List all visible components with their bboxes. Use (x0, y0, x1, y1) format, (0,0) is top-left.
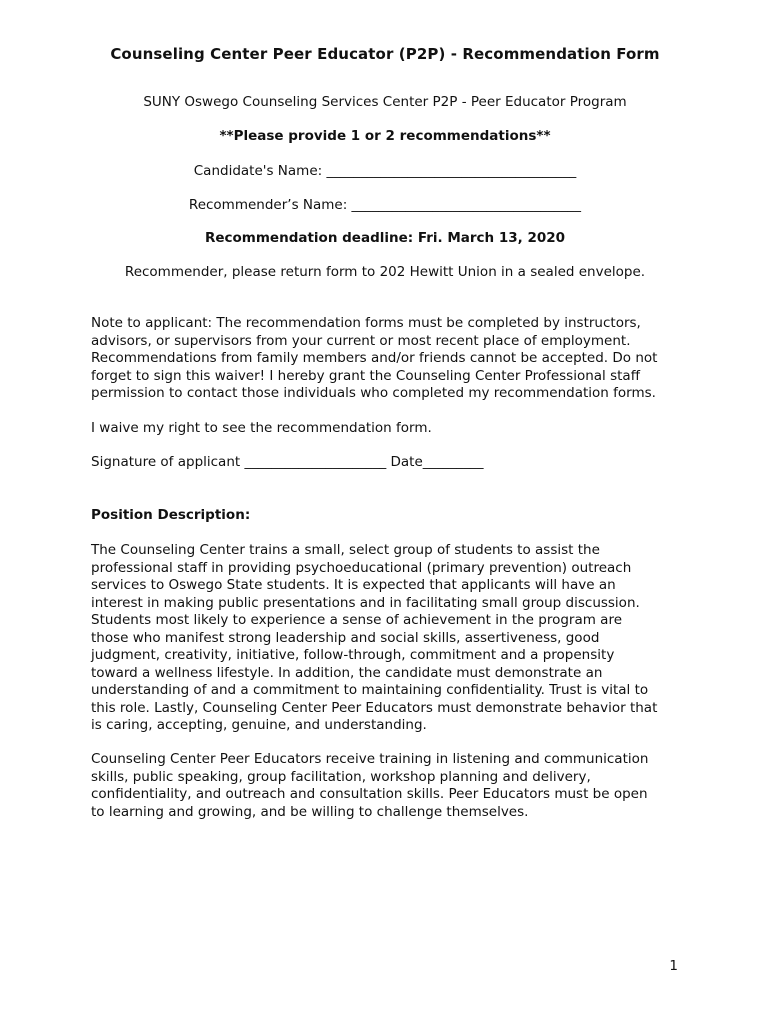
training-description (91, 751, 691, 821)
page-number: 1 (669, 958, 678, 974)
description-line: The Counseling Center trains a small, select group of students to assist the (91, 542, 600, 558)
note-line: forget to sign this waiver! I hereby grant the Counseling Center Professional staff (91, 367, 640, 384)
recommendations-note: **Please provide 1 or 2 recommendations** (219, 128, 551, 144)
description-line: understanding of and a commitment to maintaining confidentiality. Trust is vital to (91, 682, 649, 698)
description-line: those who manifest strong leadership and social skills, assertiveness, good (91, 629, 600, 646)
waiver-text (91, 420, 691, 438)
description-line: services to Oswego State students. It is expected that applicants will have an (91, 577, 616, 593)
position-heading-text: Position Description: (91, 507, 251, 523)
description-line: this role. Lastly, Counseling Center Peer Educators must demonstrate behavior that (91, 699, 658, 716)
training-line: Counseling Center Peer Educators receive training in listening and communication (91, 751, 649, 767)
description-line: toward a wellness lifestyle. In addition, the candidate must demonstrate an (91, 664, 603, 681)
deadline-text: Recommendation deadline: Fri. March 13, 2020 (204, 230, 566, 246)
recommender-name-field: Recommender’s Name: __________________________________ (188, 197, 582, 213)
training-line: to learning and growing, and be willing to challenge themselves. (91, 803, 529, 820)
description-line: judgment, creativity, initiative, follow-through, commitment and a propensity (91, 647, 615, 663)
note-line: advisors, or supervisors from your current or most recent place of employment. (91, 332, 631, 349)
description-line: interest in making public presentations and in facilitating small group discussion. (91, 594, 640, 611)
description-line: is caring, accepting, genuine, and understanding. (91, 717, 427, 733)
training-line: confidentiality, and outreach and consultation skills. Peer Educators must be open (91, 786, 648, 802)
return-instructions: Recommender, please return form to 202 Hewitt Union in a sealed envelope. (124, 264, 646, 280)
note-line: permission to contact those individuals who completed my recommendation forms. (91, 385, 656, 401)
page-title: Counseling Center Peer Educator (P2P) - Recommendation Form (110, 45, 660, 63)
candidate-name-field: Candidate's Name: _____________________________________ (193, 163, 577, 179)
description-line: professional staff in providing psychoeducational (primary prevention) outreach (91, 559, 632, 576)
program-subtitle: SUNY Oswego Counseling Services Center P2P - Peer Educator Program (143, 94, 627, 110)
position-description (91, 542, 691, 735)
position-heading (91, 507, 691, 525)
description-line: Students most likely to experience a sense of achievement in the program are (91, 612, 623, 628)
note-line: Recommendations from family members and/or friends cannot be accepted. Do not (91, 350, 658, 366)
note-to-applicant (91, 315, 691, 403)
waiver-line: I waive my right to see the recommendation form. (91, 420, 432, 436)
training-line: skills, public speaking, group facilitation, workshop planning and delivery, (91, 768, 591, 785)
signature-line: Signature of applicant _____________________ Date_________ (91, 454, 484, 470)
note-line: Note to applicant: The recommendation forms must be completed by instructors, (91, 315, 641, 331)
signature-field (91, 454, 691, 472)
